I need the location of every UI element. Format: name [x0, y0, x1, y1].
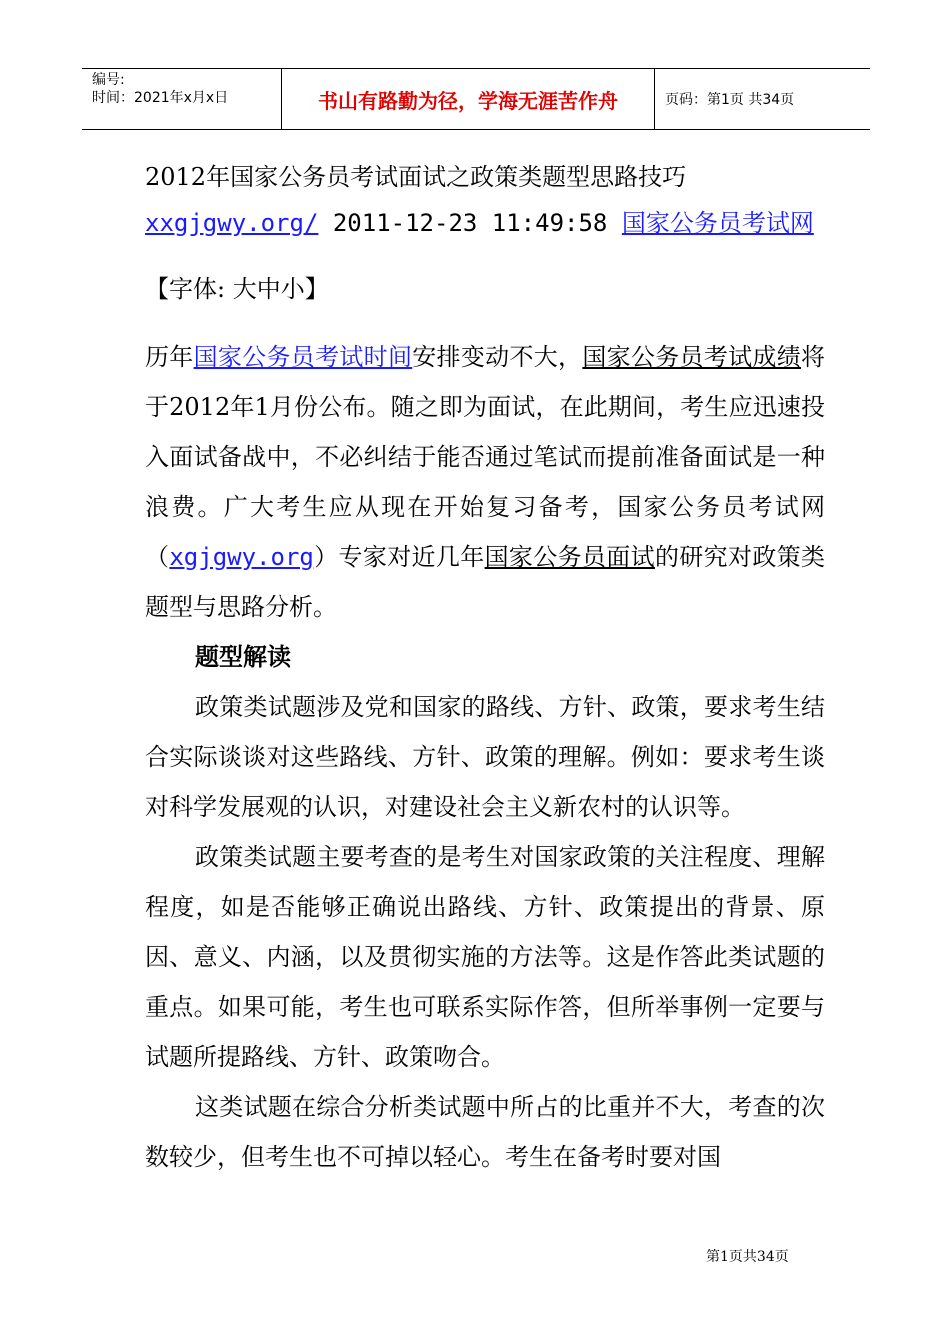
font-size-selector[interactable]: 【字体: 大中小】 [145, 275, 329, 303]
header-page-number: 页码：第1页 共34页 [665, 92, 795, 108]
intro-text-4: ）专家对近几年 [313, 543, 485, 571]
intro-text-5: 的研究对政策类题型与思路分析。 [145, 543, 826, 621]
body-paragraph: 政策类试题主要考查的是考生对国家政策的关注程度、理解程度，如是否能够正确说出路线、方针、政策提出的背景、原因、意义、内涵，以及贯彻实施的方法等。这是作答此类试题的重点。如果可能，考生也可联系实际作答，但所举事例一定要与试题所提路线、方针、政策吻合。 [145, 843, 825, 1071]
section-title: 题型解读 [195, 643, 291, 671]
doc-code-label: 编号: [92, 72, 125, 88]
page-header [82, 68, 870, 130]
exam-score-link[interactable]: 国家公务员考试成绩 [582, 343, 802, 371]
intro-text-3: 将于2012年1月份公布。随之即为面试，在此期间，考生应迅速投入面试备战中，不必纠结于能否通过笔试而提前准备面试是一种浪费。广大考生应从现在开始复习备考，国家公务员考试网（ [145, 343, 826, 571]
article-meta [145, 206, 825, 240]
intro-paragraph [145, 332, 825, 632]
intro-text-2: 安排变动不大， [412, 343, 583, 371]
article-content [145, 150, 825, 1182]
body-paragraph: 政策类试题涉及党和国家的路线、方针、政策，要求考生结合实际谈谈对这些路线、方针、政策的理解。例如：要求考生谈对科学发展观的认识，对建设社会主义新农村的认识等。 [145, 693, 825, 821]
header-motto: 书山有路勤为径，学海无涯苦作舟 [282, 69, 655, 129]
interview-link[interactable]: 国家公务员面试 [484, 543, 655, 571]
page-footer: 第1页共34页 [706, 1249, 789, 1265]
exam-time-link[interactable]: 国家公务员考试时间 [193, 343, 413, 371]
intro-text-1: 历年 [145, 343, 194, 371]
article-title: 2012年国家公务员考试面试之政策类题型思路技巧 [145, 163, 687, 191]
source-link[interactable]: xxgjgwy.org/ [145, 209, 319, 237]
header-meta [82, 69, 282, 129]
site-link[interactable]: 国家公务员考试网 [621, 209, 814, 237]
doc-date-label: 时间：2021年x月x日 [92, 90, 229, 106]
xgjgwy-link[interactable]: xgjgwy.org [169, 543, 314, 571]
article-datetime: 2011-12-23 11:49:58 [332, 209, 608, 237]
body-paragraph: 这类试题在综合分析类试题中所占的比重并不大，考查的次数较少，但考生也不可掉以轻心。考生在备考时要对国 [145, 1093, 825, 1171]
